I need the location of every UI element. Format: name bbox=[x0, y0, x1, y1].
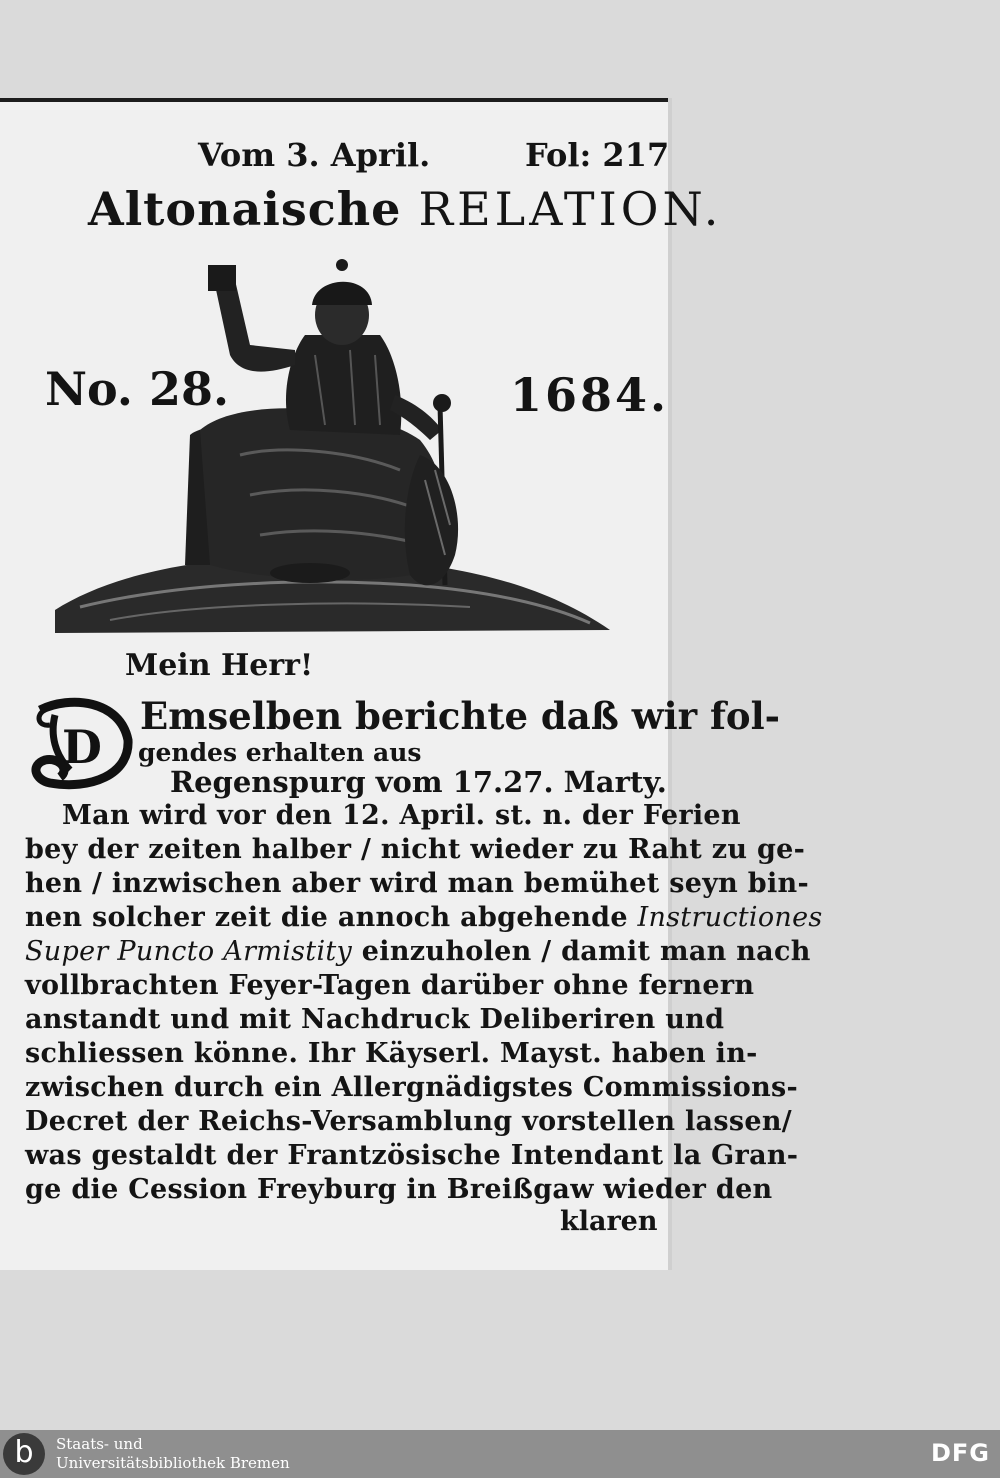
dateline: Regenspurg vom 17.27. Marty. bbox=[170, 765, 667, 799]
masthead-title bbox=[88, 182, 722, 236]
library-name-line-1: Staats- und bbox=[56, 1435, 143, 1453]
issue-year: 1684. bbox=[510, 368, 670, 422]
initial-letter: D bbox=[62, 720, 102, 774]
body-line: nen solcher zeit die annoch abgehende Instructiones bbox=[25, 902, 823, 933]
lead-line-1: Emselben berichte daß wir fol- bbox=[140, 694, 781, 738]
library-name-line-2: Universitätsbibliothek Bremen bbox=[56, 1454, 290, 1472]
body-line: was gestaldt der Frantzösische Intendant la Gran- bbox=[25, 1140, 799, 1171]
body-line: anstandt und mit Nachdruck Deliberiren und bbox=[25, 1004, 725, 1035]
body-line: Decret der Reichs-Versamblung vorstellen lassen/ bbox=[25, 1106, 792, 1137]
issue-number: No. 28. bbox=[45, 362, 229, 416]
library-logo-icon[interactable]: b bbox=[3, 1433, 45, 1475]
decorated-initial bbox=[30, 695, 135, 790]
body-line: bey der zeiten halber / nicht wieder zu Raht zu ge- bbox=[25, 834, 806, 865]
catchword: klaren bbox=[560, 1206, 658, 1237]
library-footer bbox=[0, 1430, 1000, 1478]
salutation: Mein Herr! bbox=[125, 648, 314, 683]
body-line: schliessen könne. Ihr Käyserl. Mayst. haben in- bbox=[25, 1038, 758, 1069]
lead-line-2: gendes erhalten aus bbox=[138, 738, 422, 767]
body-line: Super Puncto Armistity einzuholen / damit man nach bbox=[25, 936, 811, 967]
woodcut-illustration bbox=[50, 255, 620, 640]
body-line: zwischen durch ein Allergnädigstes Commissions- bbox=[25, 1072, 799, 1103]
dfg-logo: DFG bbox=[930, 1439, 990, 1467]
body-line: Man wird vor den 12. April. st. n. der Ferien bbox=[62, 800, 741, 831]
folio-number: Fol: 217 bbox=[525, 136, 670, 174]
masthead-title-prefix: Altonaische bbox=[88, 182, 402, 236]
body-line: vollbrachten Feyer-Tagen darüber ohne fernern bbox=[25, 970, 755, 1001]
masthead-title-caps: RELATION. bbox=[418, 182, 723, 236]
date-line: Vom 3. April. bbox=[198, 136, 431, 174]
body-line: ge die Cession Freyburg in Breißgaw wieder den bbox=[25, 1174, 773, 1205]
body-line: hen / inzwischen aber wird man bemühet seyn bin- bbox=[25, 868, 809, 899]
